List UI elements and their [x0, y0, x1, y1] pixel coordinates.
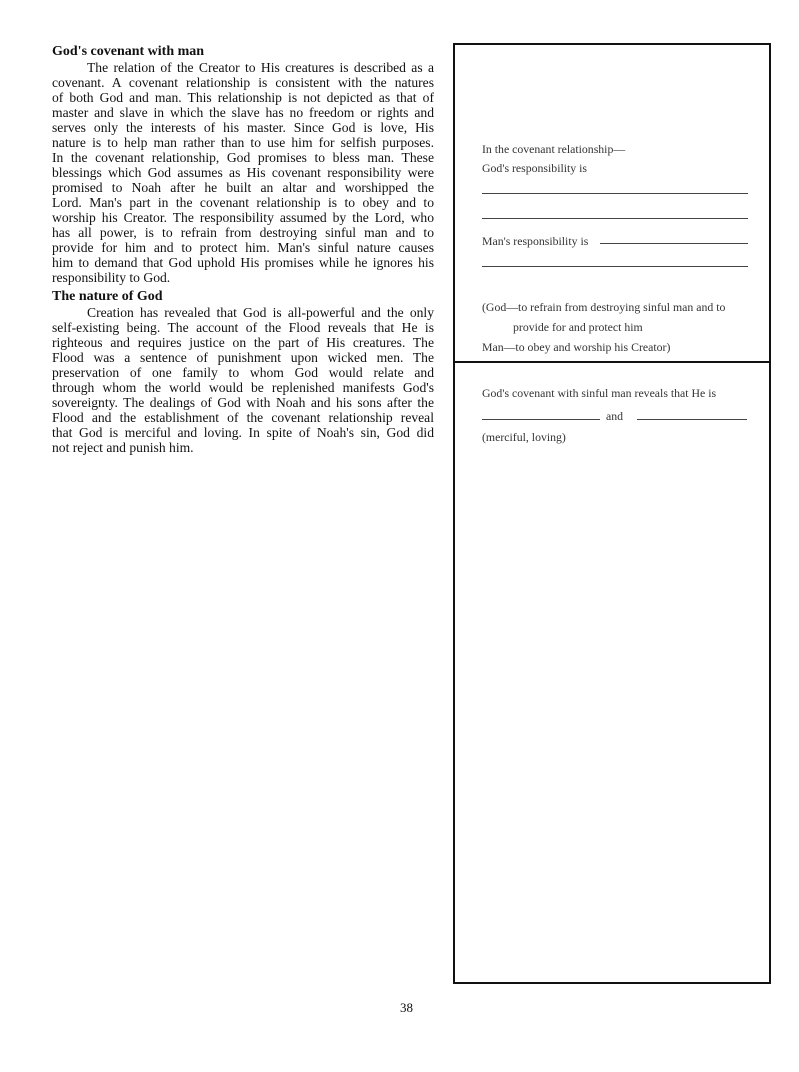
page-number: 38	[400, 1000, 413, 1015]
text-line: Creation has revealed that God is all-powerful and the only	[87, 305, 434, 320]
gods-responsibility-blank-1[interactable]	[482, 193, 748, 194]
text-line: through whom the world would be replenished manifests God's	[52, 380, 434, 395]
exercise2-answer: (merciful, loving)	[482, 430, 566, 444]
text-line: worship his Creator. The responsibility assumed by the Lord, who	[52, 210, 434, 225]
gods-responsibility-label: God's responsibility is	[482, 161, 588, 175]
mans-responsibility-blank-1[interactable]	[600, 243, 748, 244]
text-line: nature is to help man rather than to use him for selfish purposes.	[52, 135, 434, 150]
exercise1-answer-line2: provide for and protect him	[513, 320, 643, 334]
text-line: has all power, is to refrain from destroying sinful man and to	[52, 225, 434, 240]
section-heading-covenant: God's covenant with man	[52, 44, 205, 59]
text-line: master and slave in which the slave has no freedom or rights and	[52, 105, 434, 120]
exercise2-and: and	[606, 409, 624, 423]
text-line: preservation of one family to whom God would relate and	[52, 365, 434, 380]
text-line: that God is merciful and loving. In spite of Noah's sin, God did	[52, 425, 434, 440]
text-line: Flood was a sentence of punishment upon wicked men. The	[52, 350, 434, 365]
text-line: of both God and man. This relationship is not depicted as that of	[52, 90, 434, 105]
text-line: righteous and requires justice on the part of His creatures. The	[52, 335, 434, 350]
mans-responsibility-blank-2[interactable]	[482, 266, 748, 267]
exercise-box	[453, 43, 771, 984]
text-line: responsibility to God.	[52, 270, 171, 285]
section-heading-nature-of-god: The nature of God	[52, 289, 163, 304]
text-line: self-existing being. The account of the Flood reveals that He is	[52, 320, 434, 335]
text-line: not reject and punish him.	[52, 440, 194, 455]
exercise2-blank-2[interactable]	[637, 419, 747, 420]
text-line: In the covenant relationship, God promises to bless man. These	[52, 150, 434, 165]
exercise2-prompt: God's covenant with sinful man reveals that He is	[482, 386, 717, 400]
text-line: Flood and the establishment of the covenant relationship reveal	[52, 410, 434, 425]
text-line: promised to Noah after he built an altar and worshipped the	[52, 180, 434, 195]
text-line: sovereignty. The dealings of God with Noah and his sons after the	[52, 395, 434, 410]
text-line: blessings which God assumes as His covenant responsibility were	[52, 165, 434, 180]
text-line: him to demand that God uphold His promises while he ignores his	[52, 255, 434, 270]
exercise1-answer-line1: (God—to refrain from destroying sinful man and to	[482, 300, 726, 314]
text-line: Lord. Man's part in the covenant relationship is to obey and to	[52, 195, 434, 210]
text-line: The relation of the Creator to His creatures is described as a	[87, 60, 434, 75]
exercise-divider	[453, 361, 771, 363]
text-line: provide for him and to protect him. Man's sinful nature causes	[52, 240, 434, 255]
text-line: serves only the interests of his master. Since God is love, His	[52, 120, 434, 135]
text-line: covenant. A covenant relationship is consistent with the natures	[52, 75, 434, 90]
exercise1-answer-line3: Man—to obey and worship his Creator)	[482, 340, 671, 354]
exercise1-intro: In the covenant relationship—	[482, 142, 626, 156]
mans-responsibility-label: Man's responsibility is	[482, 234, 589, 248]
gods-responsibility-blank-2[interactable]	[482, 218, 748, 219]
exercise2-blank-1[interactable]	[482, 419, 600, 420]
